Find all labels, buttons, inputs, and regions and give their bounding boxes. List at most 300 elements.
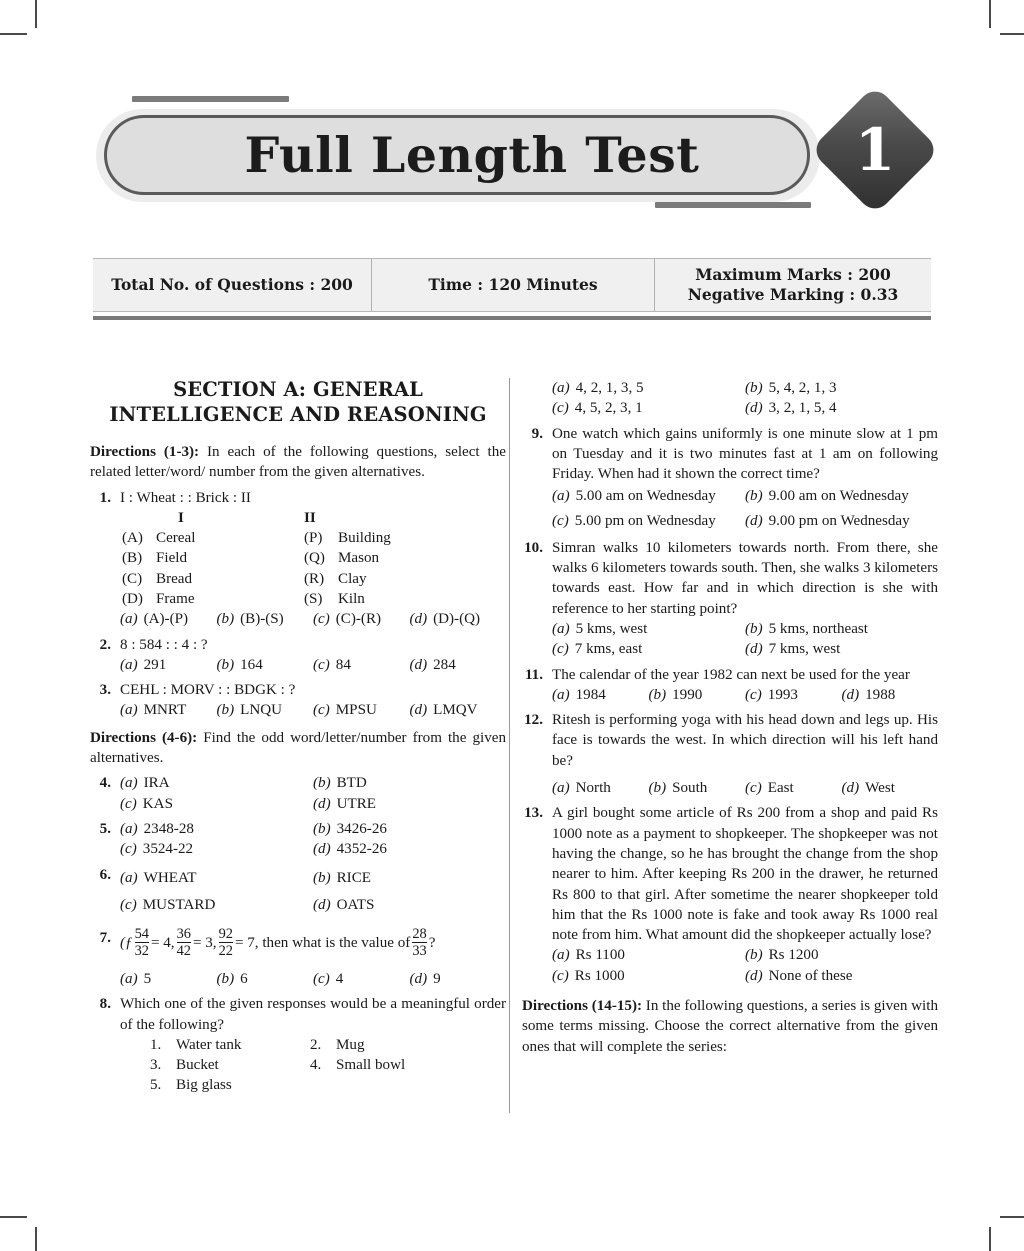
header-banner (0, 84, 1024, 224)
crop-mark-top-right-horizontal (1000, 33, 1024, 35)
question-9-number: 9. (531, 425, 543, 442)
option-label: (d) (745, 641, 763, 658)
question-8-options (552, 378, 938, 419)
option-value: 3426-26 (336, 820, 387, 837)
pair-value: Kiln (338, 590, 365, 607)
option[interactable] (745, 398, 938, 418)
option[interactable] (120, 655, 217, 675)
item-tag: 2. (310, 1036, 322, 1053)
question-7-number: 7. (99, 930, 111, 947)
question-6-options (120, 865, 506, 921)
question-12-number: 12. (524, 712, 543, 729)
option-value: 5 (143, 970, 152, 987)
option[interactable] (842, 685, 939, 705)
pair-tag: (S) (304, 590, 323, 607)
crop-mark-bottom-left-vertical (35, 1227, 37, 1251)
option-label: (d) (313, 897, 331, 914)
question-12 (522, 710, 938, 798)
option-label: (a) (552, 620, 570, 637)
option-value: UTRE (336, 795, 377, 812)
fraction-numerator: 36 (176, 926, 191, 943)
question-13-number: 13. (524, 805, 543, 822)
option-value: 164 (240, 656, 263, 673)
question-3-number: 3. (99, 682, 111, 699)
option-value: 4, 2, 1, 3, 5 (575, 380, 644, 396)
question-7-prefix: (ƒ (120, 935, 133, 952)
option-label: (c) (313, 656, 330, 673)
option-label: (d) (409, 611, 428, 628)
directions-14-15 (522, 996, 938, 1057)
option-label: (c) (120, 795, 137, 812)
pair-tag: (D) (122, 590, 143, 607)
question-10-options (552, 619, 938, 660)
option-value: OATS (336, 897, 375, 914)
question-1-header-right: II (304, 509, 316, 526)
option-label: (a) (552, 380, 570, 396)
question-8-item-row (122, 1055, 506, 1075)
option[interactable] (217, 655, 314, 675)
option-label: (a) (552, 780, 570, 797)
option-value: Rs 1000 (574, 967, 625, 984)
info-total-questions-text: Total No. of Questions : 200 (111, 274, 353, 294)
option-label: (b) (313, 775, 331, 792)
question-5-number: 5. (99, 820, 111, 837)
option[interactable] (552, 484, 745, 508)
option-label: (b) (745, 947, 763, 964)
option[interactable] (410, 609, 507, 629)
option[interactable] (120, 819, 313, 839)
option-label: (d) (313, 795, 331, 812)
pair-value: Field (156, 550, 188, 567)
option-value: 1984 (575, 686, 606, 703)
fraction-denominator: 33 (412, 942, 427, 959)
question-12-text: Ritesh is performing yoga with his head down and legs up. His face is towards the west. In which direction will his left hand be? (552, 712, 938, 769)
question-8 (90, 994, 506, 1095)
question-11-options (552, 685, 938, 705)
option-value: 3, 2, 1, 5, 4 (768, 400, 837, 417)
option[interactable] (552, 619, 745, 639)
option-label: (c) (120, 897, 137, 914)
option-value: 2348-28 (143, 820, 194, 837)
option[interactable] (410, 969, 507, 989)
option-label: (c) (552, 512, 569, 529)
crop-mark-top-left-vertical (35, 0, 37, 28)
option[interactable] (313, 609, 410, 629)
option-value: MNRT (143, 702, 187, 719)
item-tag: 5. (150, 1077, 162, 1094)
pair-value: Clay (338, 570, 367, 587)
option[interactable] (552, 378, 745, 398)
option-label: (a) (120, 656, 138, 673)
option-value: IRA (143, 775, 170, 792)
fraction-numerator: 28 (412, 926, 427, 943)
crop-mark-top-left-horizontal (0, 33, 27, 35)
option[interactable] (745, 685, 842, 705)
crop-mark-bottom-right-vertical (989, 1227, 991, 1251)
item-tag: 3. (150, 1057, 162, 1074)
option-label: (d) (841, 686, 860, 703)
item-value: Big glass (176, 1077, 232, 1094)
option[interactable] (313, 773, 506, 793)
option[interactable] (120, 865, 313, 893)
option-label: (b) (648, 780, 667, 797)
question-11-number: 11. (524, 666, 543, 683)
info-time-text: Time : 120 Minutes (428, 274, 598, 294)
right-column (522, 378, 938, 1062)
question-8-item-list (122, 1035, 506, 1096)
option-label: (a) (120, 869, 138, 886)
option-label: (c) (552, 400, 569, 417)
question-4-options (120, 773, 506, 814)
header-divider-rule (93, 316, 931, 320)
question-10-text: Simran walks 10 kilometers towards north. From there, she walks 6 kilometers towards south. Then, she walks 3 kilometers towards east. How far and in which direction is she with reference to her starting point? (552, 539, 938, 617)
column-divider-rule (509, 378, 510, 1113)
pair-value: Mason (338, 550, 380, 567)
question-1 (90, 488, 506, 630)
directions-1-3-text: In each of the following questions, select the related letter/word/ number from the given alternatives. (90, 443, 506, 481)
option-value: 7 kms, west (768, 641, 841, 658)
option-value: LNQU (240, 702, 283, 719)
test-number-badge: 1 (854, 116, 896, 184)
option-label: (d) (409, 970, 428, 987)
question-1-pair-row (122, 548, 506, 568)
option[interactable] (552, 509, 745, 533)
option-value: MUSTARD (142, 897, 216, 914)
option-value: 291 (143, 656, 167, 673)
question-1-text: I : Wheat : : Brick : II (120, 489, 251, 506)
option-label: (d) (745, 512, 763, 529)
option-value: RICE (336, 869, 371, 886)
option-label: (a) (120, 611, 138, 628)
question-1-options (120, 609, 506, 629)
option[interactable] (313, 969, 410, 989)
option-value: (A)-(P) (143, 611, 189, 628)
option[interactable] (217, 700, 314, 720)
accent-bar-top (132, 96, 289, 102)
fraction-numerator: 92 (218, 926, 233, 943)
question-1-pair-list (122, 508, 506, 609)
option-label: (d) (745, 400, 763, 417)
question-2-text: 8 : 584 : : 4 : ? (120, 636, 208, 653)
item-tag: 1. (150, 1036, 162, 1053)
fraction-denominator: 32 (134, 942, 149, 959)
option-label: (c) (552, 967, 569, 984)
option-value: 4 (335, 970, 344, 987)
option-value: East (767, 780, 794, 797)
item-value: Mug (336, 1036, 365, 1053)
pair-tag: (A) (122, 530, 143, 547)
option-label: (b) (313, 820, 331, 837)
option-label: (b) (216, 702, 235, 719)
question-3-options (120, 700, 506, 720)
directions-4-6-text: Find the odd word/letter/number from the given alternatives. (90, 729, 506, 767)
option[interactable] (552, 945, 745, 965)
option-value: 5 kms, northeast (768, 620, 868, 637)
pair-tag: (C) (122, 570, 143, 587)
option-label: (c) (120, 841, 137, 858)
option[interactable] (120, 892, 313, 920)
fraction-denominator: 22 (218, 942, 233, 959)
option-label: (a) (552, 686, 570, 703)
question-7-eq2: = 3, (192, 935, 217, 952)
question-1-pair-row (122, 528, 506, 548)
pair-tag: (R) (304, 570, 325, 587)
option-value: West (865, 780, 895, 797)
exam-info-table (93, 258, 931, 312)
question-7-suffix: ? (428, 935, 436, 952)
option-value: 5.00 pm on Wednesday (574, 512, 716, 529)
option-value: Rs 1100 (575, 947, 625, 964)
option-value: LMQV (433, 702, 478, 719)
option[interactable] (217, 609, 314, 629)
option-value: 5, 4, 2, 1, 3 (768, 380, 837, 396)
pair-value: Frame (156, 590, 195, 607)
question-1-pair-row (122, 589, 506, 609)
option-label: (b) (745, 620, 763, 637)
option-value: 6 (240, 970, 248, 987)
directions-1-3 (90, 442, 506, 483)
question-13 (522, 803, 938, 986)
question-9-options (552, 484, 938, 532)
question-1-number: 1. (99, 489, 111, 506)
item-value: Bucket (176, 1057, 219, 1074)
question-11-text: The calendar of the year 1982 can next be used for the year (552, 666, 910, 683)
option-label: (a) (120, 775, 138, 792)
question-8-item-row (122, 1035, 506, 1055)
crop-mark-bottom-left-horizontal (0, 1216, 27, 1218)
option[interactable] (649, 685, 746, 705)
item-value: Small bowl (336, 1057, 406, 1074)
question-7 (90, 928, 506, 989)
section-title (90, 378, 506, 428)
directions-1-3-label: Directions (1-3): (90, 443, 200, 460)
option[interactable] (745, 778, 842, 798)
option-value: 9.00 pm on Wednesday (768, 512, 910, 529)
question-1-pair-row (122, 569, 506, 589)
option[interactable] (552, 398, 745, 418)
fraction-denominator: 42 (176, 942, 191, 959)
question-2-options (120, 655, 506, 675)
option-value: 1988 (865, 686, 896, 703)
option[interactable] (217, 969, 314, 989)
option-value: 5.00 am on Wednesday (575, 488, 716, 505)
option-label: (b) (648, 686, 667, 703)
option[interactable] (745, 509, 938, 533)
question-4-number: 4. (99, 775, 111, 792)
item-tag: 4. (310, 1057, 322, 1074)
question-6-number: 6. (99, 866, 111, 883)
option[interactable] (552, 966, 745, 986)
option[interactable] (745, 639, 938, 659)
crop-mark-bottom-right-horizontal (1000, 1216, 1024, 1218)
option-value: None of these (768, 967, 853, 984)
option[interactable] (745, 378, 938, 398)
question-8-number: 8. (99, 996, 111, 1013)
option[interactable] (313, 794, 506, 814)
question-7-text (120, 928, 506, 960)
fraction-4 (412, 927, 426, 959)
option[interactable] (552, 778, 649, 798)
option[interactable] (120, 794, 313, 814)
option-label: (a) (120, 702, 138, 719)
option-value: Rs 1200 (768, 947, 819, 964)
option-label: (b) (745, 380, 763, 396)
question-5 (90, 819, 506, 860)
question-10-number: 10. (524, 539, 543, 556)
question-2-number: 2. (99, 636, 111, 653)
option[interactable] (120, 773, 313, 793)
question-7-eq3: = 7, (234, 935, 259, 952)
option-label: (b) (216, 611, 235, 628)
left-column (90, 378, 506, 1096)
pair-value: Bread (156, 570, 193, 587)
option-value: MPSU (335, 702, 377, 719)
question-8-options-continued (522, 378, 938, 419)
option[interactable] (120, 609, 217, 629)
info-cell-marks (654, 259, 931, 311)
directions-14-15-text: In the following questions, a series is given with some terms missing. Choose the correct alternative from the given ones that will complete the series: (522, 998, 938, 1055)
option[interactable] (745, 619, 938, 639)
question-11 (522, 665, 938, 706)
question-8-item-row (122, 1075, 506, 1095)
option-value: BTD (336, 775, 367, 792)
section-title-line2: INTELLIGENCE AND REASONING (109, 402, 487, 426)
option-value: KAS (142, 795, 173, 812)
pair-tag: (P) (304, 530, 323, 547)
pair-value: Building (338, 530, 391, 547)
option-label: (a) (552, 947, 570, 964)
option-value: 1990 (672, 686, 703, 703)
option-value: 7 kms, east (574, 641, 643, 658)
option-label: (c) (313, 702, 330, 719)
fraction-3 (219, 927, 233, 959)
question-9-text: One watch which gains uniformly is one minute slow at 1 pm on Tuesday and it is two minutes fast at 1 am on following Friday. When had it shown the correct time? (552, 425, 938, 483)
question-13-text: A girl bought some article of Rs 200 from a shop and paid Rs 1000 note as a payment to shopkeeper. The shopkeeper was not having the change, so he has brought the change from the shop nearer to him. After keeping Rs 200 in the drawer, he returned Rs 800 to that girl. After sometime the nearer shopkeeper told him that the Rs 1000 note is fake and took away Rs 1000 real note from him. What amount did the shopkeeper actually lose? (552, 805, 938, 944)
question-5-options (120, 819, 506, 860)
option[interactable] (649, 778, 746, 798)
option-value: (D)-(Q) (433, 611, 481, 628)
page-title: Full Length Test (244, 126, 700, 184)
option-label: (d) (409, 656, 428, 673)
option-value: (C)-(R) (335, 611, 382, 628)
option-label: (d) (409, 702, 428, 719)
pair-tag: (Q) (304, 550, 325, 567)
question-6 (90, 865, 506, 921)
info-cell-time (371, 259, 654, 311)
info-cell-total-questions (93, 259, 371, 311)
directions-4-6 (90, 728, 506, 769)
option[interactable] (120, 700, 217, 720)
question-3 (90, 680, 506, 721)
option-value: South (672, 780, 708, 797)
info-maximum-marks-text: Maximum Marks : 200 (695, 264, 891, 284)
question-10 (522, 538, 938, 660)
option[interactable] (313, 819, 506, 839)
option[interactable] (745, 945, 938, 965)
option-label: (c) (313, 970, 330, 987)
option[interactable] (120, 839, 313, 859)
option-value: 5 kms, west (575, 620, 648, 637)
option-label: (b) (216, 656, 235, 673)
question-12-options (552, 778, 938, 798)
crop-mark-top-right-vertical (989, 0, 991, 28)
question-13-options (552, 945, 938, 986)
question-4 (90, 773, 506, 814)
option-label: (b) (745, 488, 763, 505)
question-7-options (120, 969, 506, 989)
option-label: (d) (841, 780, 860, 797)
option-value: 9.00 am on Wednesday (768, 488, 909, 505)
fraction-1 (135, 927, 149, 959)
option[interactable] (313, 700, 410, 720)
info-negative-marking-text: Negative Marking : 0.33 (687, 285, 899, 304)
option[interactable] (120, 969, 217, 989)
option-value: 284 (433, 656, 456, 673)
option-value: (B)-(S) (240, 611, 284, 628)
option[interactable] (745, 966, 938, 986)
item-tag (310, 1075, 336, 1095)
question-3-text: CEHL : MORV : : BDGK : ? (120, 682, 296, 699)
option-label: (a) (552, 488, 570, 505)
option-value: 84 (335, 656, 351, 673)
option-value: WHEAT (143, 869, 197, 886)
option[interactable] (410, 655, 507, 675)
option-label: (c) (552, 641, 569, 658)
option-value: 1993 (767, 686, 798, 703)
pair-value: Cereal (156, 530, 196, 547)
option[interactable] (313, 655, 410, 675)
option-label: (b) (216, 970, 235, 987)
option[interactable] (313, 892, 506, 920)
option-label: (c) (745, 686, 762, 703)
option-value: North (575, 780, 611, 797)
option-value: 4, 5, 2, 3, 1 (574, 400, 643, 417)
fraction-2 (177, 927, 191, 959)
option[interactable] (313, 839, 506, 859)
option[interactable] (842, 778, 939, 798)
accent-bar-bottom (655, 202, 811, 208)
option-value: 9 (433, 970, 441, 987)
option[interactable] (552, 685, 649, 705)
option[interactable] (313, 865, 506, 893)
directions-4-6-label: Directions (4-6): (90, 729, 198, 746)
question-8-text: Which one of the given responses would be a meaningful order of the following? (120, 996, 506, 1033)
option-label: (b) (313, 869, 331, 886)
question-9 (522, 424, 938, 533)
option-label: (c) (313, 611, 330, 628)
pair-tag: (B) (122, 550, 143, 567)
option-label: (c) (745, 780, 762, 797)
option[interactable] (552, 639, 745, 659)
option-label: (d) (745, 967, 763, 984)
option[interactable] (745, 484, 938, 508)
option-value: 3524-22 (142, 841, 194, 858)
item-value: Water tank (176, 1036, 242, 1053)
option-label: (a) (120, 970, 138, 987)
option-label: (d) (313, 841, 331, 858)
question-1-pair-headers (122, 508, 506, 528)
option-label: (a) (120, 820, 138, 837)
question-7-mid-text: then what is the value of (262, 935, 411, 952)
option-value: 4352-26 (336, 841, 387, 858)
directions-14-15-label: Directions (14-15): (522, 998, 643, 1014)
question-7-eq1: = 4, (150, 935, 175, 952)
fraction-numerator: 54 (134, 926, 149, 943)
section-title-line1: SECTION A: GENERAL (173, 378, 423, 401)
question-2 (90, 635, 506, 676)
question-1-header-left: I (178, 509, 184, 526)
option[interactable] (410, 700, 507, 720)
